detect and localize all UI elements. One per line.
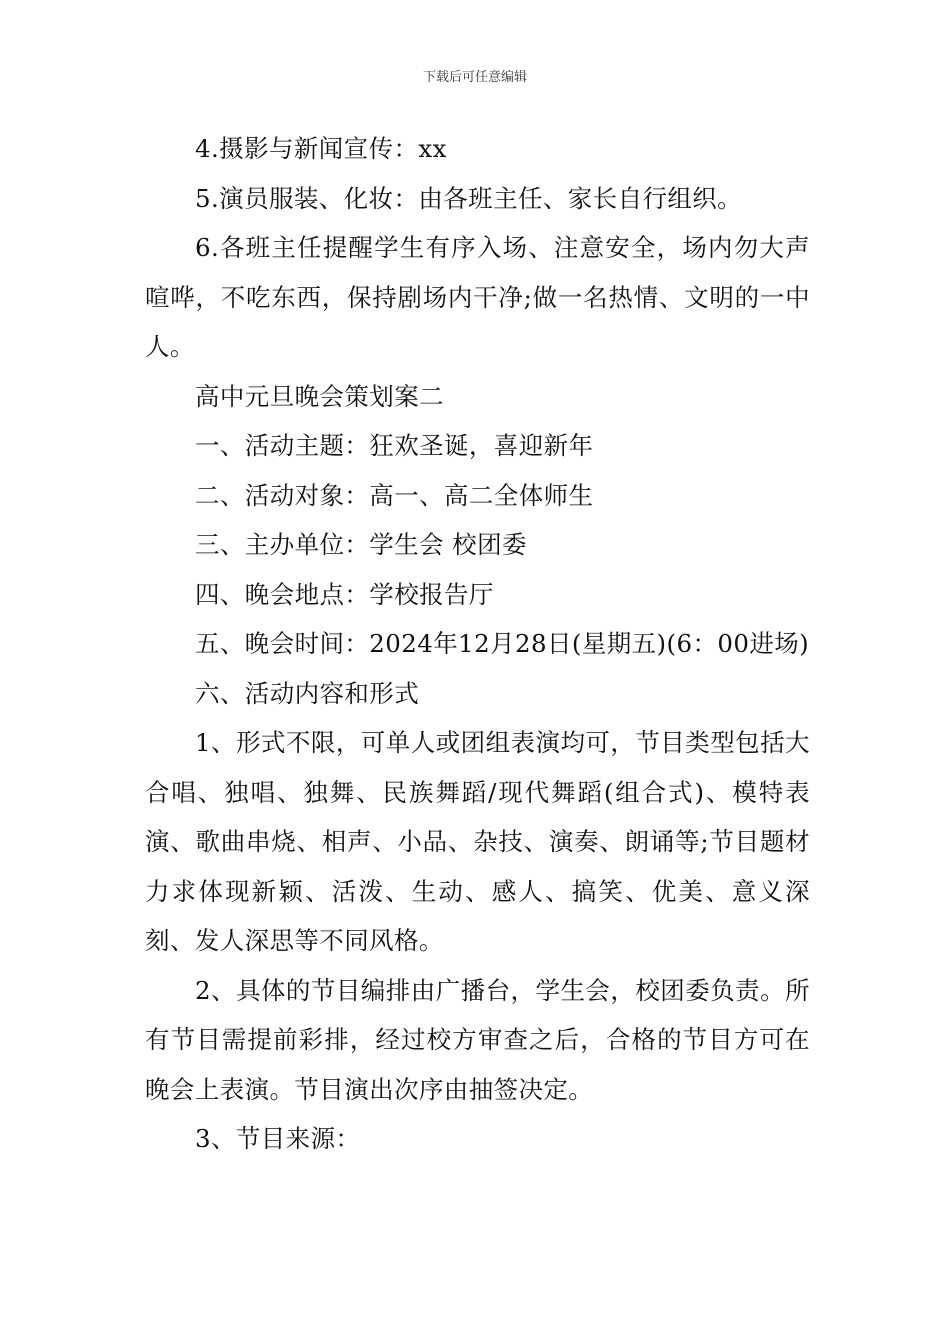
paragraph-arrangement: 2、具体的节目编排由广播台，学生会，校团委负责。所有节目需提前彩排，经过校方审查之后，合格的节目方可在晚会上表演。节目演出次序由抽签决定。 [145,975,810,1104]
paragraph-costume: 5.演员服装、化妆：由各班主任、家长自行组织。 [195,183,743,213]
paragraph-theme: 一、活动主题：狂欢圣诞，喜迎新年 [195,431,594,460]
paragraph-venue: 四、晚会地点：学校报告厅 [195,579,494,609]
paragraph-audience: 二、活动对象：高一、高二全体师生 [195,480,594,510]
section-title-plan-two: 高中元旦晚会策划案二 [195,381,444,411]
paragraph-source: 3、节目来源： [195,1124,361,1153]
paragraph-form: 1、形式不限，可单人或团组表演均可，节目类型包括大合唱、独唱、独舞、民族舞蹈/现代舞蹈(组合式)、模特表演、歌曲串烧、相声、小品、杂技、演奏、朗诵等;节目题材力求体现新颖、活泼、生动、感人、搞笑、优美、意义深刻、发人深思等不同风格。 [145,728,810,955]
paragraph-organizer: 三、主办单位：学生会 校团委 [195,530,527,559]
paragraph-time: 五、晚会时间：2024年12月28日(星期五)(6：00进场) [195,629,810,658]
document-body [145,124,810,1164]
page-header: 下载后可任意编辑 [422,70,527,85]
paragraph-content-heading: 六、活动内容和形式 [195,678,420,708]
paragraph-class-reminder: 6.各班主任提醒学生有序入场、注意安全，场内勿大声喧哗，不吃东西，保持剧场内干净;做一名热情、文明的一中人。 [145,233,810,361]
paragraph-photography: 4.摄影与新闻宣传：xx [195,134,447,163]
